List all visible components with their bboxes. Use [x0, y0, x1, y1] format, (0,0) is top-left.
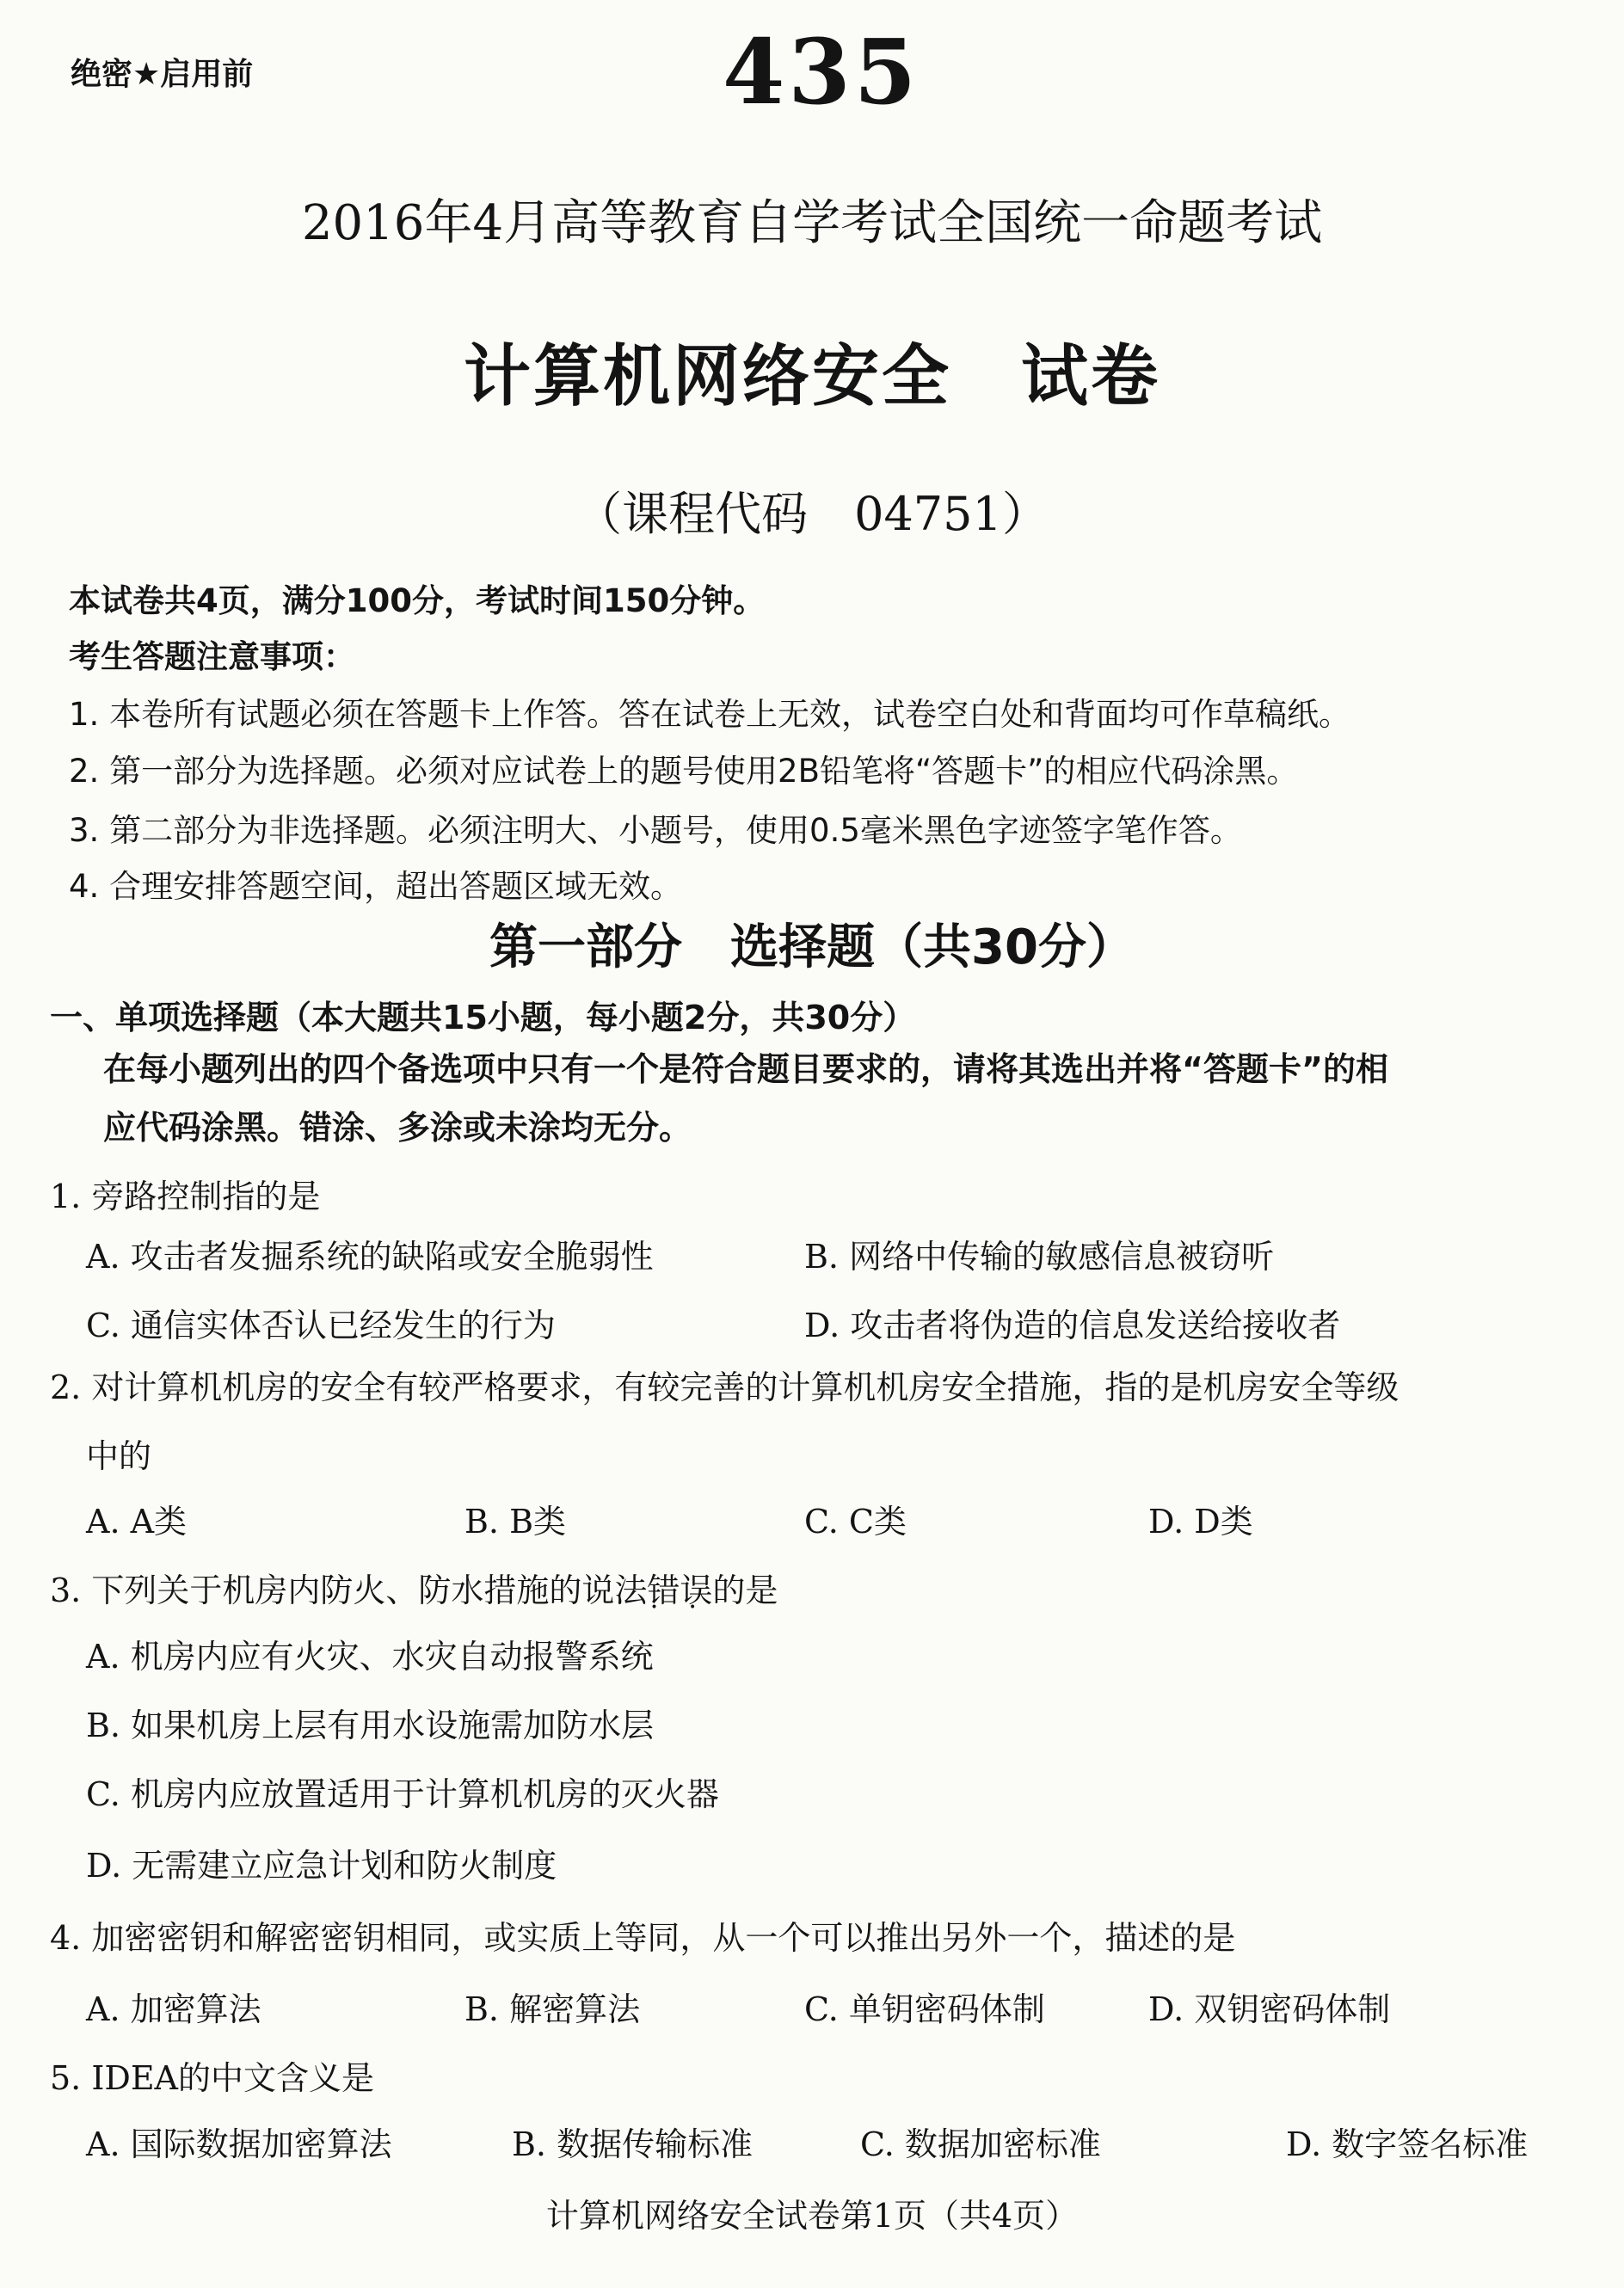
question-stem: 5. IDEA的中文含义是: [50, 2059, 374, 2097]
option-a: A. 机房内应有火灾、水灾自动报警系统: [86, 1638, 654, 1676]
paper-code-number: 435: [723, 19, 920, 125]
question-stem: [50, 1564, 778, 1611]
paper-summary: 本试卷共4页，满分100分，考试时间150分钟。: [69, 582, 766, 619]
option-a: A. 加密算法: [86, 1990, 261, 2028]
note-item: 2. 第一部分为选择题。必须对应试卷上的题号使用2B铅笔将“答题卡”的相应代码涂黑。: [69, 753, 1299, 790]
notes-title: 考生答题注意事项：: [69, 638, 355, 675]
option-c: C. 通信实体否认已经发生的行为: [86, 1307, 556, 1344]
part-title: 第一部分 选择题（共30分）: [489, 920, 1135, 975]
option-d: D. 双钥密码体制: [1148, 1990, 1391, 2028]
note-item: 3. 第二部分为非选择题。必须注明大、小题号，使用0.5毫米黑色字迹签字笔作答。: [69, 812, 1242, 849]
option-b: B. 数据传输标准: [512, 2125, 754, 2163]
section-instructions: 应代码涂黑。错涂、多涂或未涂均无分。: [103, 1109, 692, 1147]
option-a: A. 国际数据加密算法: [86, 2125, 392, 2163]
question-stem-text: 的是: [712, 1571, 778, 1609]
option-b: B. 网络中传输的敏感信息被窃听: [804, 1238, 1275, 1276]
option-c: C. 机房内应放置适用于计算机机房的灭火器: [86, 1775, 719, 1813]
course-code: （课程代码 04751）: [575, 487, 1049, 541]
option-d: D. D类: [1148, 1503, 1253, 1541]
question-stem-text: 3. 下列关于机房内防火、防水措施的说法: [50, 1571, 648, 1609]
option-c: C. 单钥密码体制: [804, 1990, 1045, 2028]
exam-title: 2016年4月高等教育自学考试全国统一命题考试: [301, 195, 1323, 251]
option-d: D. 数字签名标准: [1286, 2125, 1529, 2163]
option-b: B. 如果机房上层有用水设施需加防水层: [86, 1707, 655, 1744]
section-title: 一、单项选择题（本大题共15小题，每小题2分，共30分）: [50, 999, 916, 1036]
section-instructions: 在每小题列出的四个备选项中只有一个是符合题目要求的，请将其选出并将“答题卡”的相: [103, 1050, 1388, 1088]
option-c: C. C类: [804, 1503, 907, 1541]
option-d: D. 无需建立应急计划和防火制度: [86, 1847, 557, 1885]
question-stem: 2. 对计算机机房的安全有较严格要求，有较完善的计算机机房安全措施，指的是机房安全等级: [50, 1368, 1399, 1406]
option-d: D. 攻击者将伪造的信息发送给接收者: [804, 1307, 1341, 1344]
question-stem: 1. 旁路控制指的是: [50, 1178, 321, 1215]
note-item: 1. 本卷所有试题必须在答题卡上作答。答在试卷上无效，试卷空白处和背面均可作草稿纸。: [69, 696, 1351, 733]
option-b: B. 解密算法: [464, 1990, 641, 2028]
question-stem-continued: 中的: [86, 1437, 152, 1475]
option-a: A. A类: [86, 1503, 188, 1541]
confidential-label: 绝密★启用前: [71, 57, 254, 92]
emphasis-marked-word: 错误 • •: [647, 1571, 712, 1609]
note-item: 4. 合理安排答题空间，超出答题区域无效。: [69, 868, 683, 905]
question-stem: 4. 加密密钥和解密密钥相同，或实质上等同，从一个可以推出另外一个，描述的是: [50, 1919, 1236, 1957]
page-footer: 计算机网络安全试卷第1页（共4页）: [545, 2197, 1079, 2235]
option-c: C. 数据加密标准: [860, 2125, 1101, 2163]
option-b: B. B类: [464, 1503, 567, 1541]
paper-title: 计算机网络安全 试卷: [463, 337, 1160, 415]
option-a: A. 攻击者发掘系统的缺陷或安全脆弱性: [86, 1238, 654, 1276]
